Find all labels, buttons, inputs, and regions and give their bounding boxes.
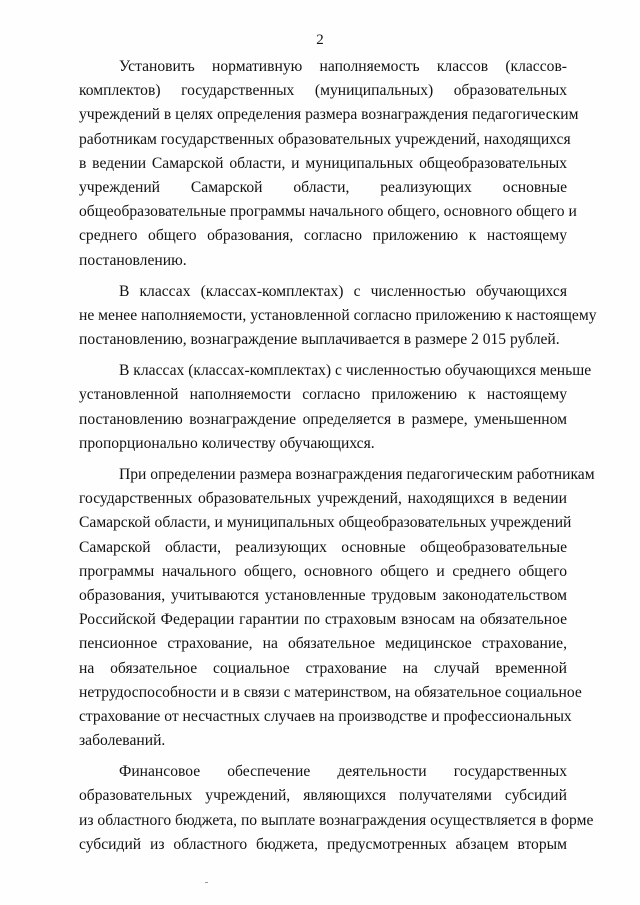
text-line: Финансовое обеспечение деятельности государственных — [119, 763, 567, 781]
text-line: Самарской области, и муниципальных общеобразовательных учреждений — [79, 514, 572, 532]
text-line: из областного бюджета, по выплате вознаграждения осуществляется в форме — [79, 811, 594, 829]
paragraph-gap — [79, 753, 567, 760]
text-line: программы начального общего, основного общего и среднего общего — [79, 562, 567, 580]
text-line: В классах (классах-комплектах) с численностью обучающихся — [119, 282, 567, 300]
text-line: Российской Федерации гарантии по страховым взносам на обязательное — [79, 611, 567, 629]
scan-mark — [205, 882, 208, 883]
text-line: Установить нормативную наполняемость классов (классов- — [119, 58, 567, 75]
text-line: При определении размера вознаграждения педагогическим работникам — [119, 466, 595, 483]
text-line: комплектов) государственных (муниципальных) образовательных — [79, 82, 567, 100]
text-line: В классах (классах-комплектах) с численностью обучающихся меньше — [119, 362, 592, 380]
text-line: работникам государственных образовательных учреждений, находящихся — [79, 130, 571, 148]
text-line: государственных образовательных учреждений, находящихся в ведении — [79, 490, 567, 508]
text-line: в ведении Самарской области, и муниципальных общеобразовательных — [79, 154, 567, 172]
text-line: образовательных учреждений, являющихся получателями субсидий — [79, 787, 567, 805]
text-line: Самарской области, реализующих основные общеобразовательные — [79, 538, 567, 556]
paragraph — [79, 463, 595, 753]
text-line: постановлению вознаграждение определяется в размере, уменьшенном — [79, 410, 567, 428]
text-line: образования, учитываются установленные трудовым законодательством — [79, 586, 567, 604]
paragraph — [79, 359, 592, 456]
page-number: 2 — [316, 32, 324, 48]
text-line: пенсионное страхование, на обязательное медицинское страхование, — [79, 635, 567, 653]
paragraph — [79, 760, 594, 857]
text-line: учреждений в целях определения размера вознаграждения педагогическим — [79, 106, 579, 124]
text-line: пропорционально количеству обучающихся. — [79, 434, 375, 452]
paragraph-gap — [79, 456, 567, 463]
text-line: не менее наполняемости, установленной согласно приложению к настоящему — [79, 306, 597, 324]
text-line: нетрудоспособности и в связи с материнством, на обязательное социальное — [79, 683, 582, 701]
paragraph-gap — [79, 352, 567, 359]
text-line: учреждений Самарской области, реализующих основные — [79, 178, 567, 196]
paragraph-gap — [79, 273, 567, 280]
document-body — [79, 55, 597, 857]
text-line: на обязательное социальное страхование на случай временной — [79, 659, 567, 677]
text-line: постановлению, вознаграждение выплачивается в размере 2 015 рублей. — [79, 331, 560, 349]
text-line: установленной наполняемости согласно приложению к настоящему — [79, 386, 567, 404]
paragraph — [79, 55, 579, 273]
text-line: среднего общего образования, согласно приложению к настоящему — [79, 227, 567, 245]
paragraph — [79, 280, 597, 353]
text-line: страхование от несчастных случаев на производстве и профессиональных — [79, 707, 572, 725]
text-line: общеобразовательные программы начального общего, основного общего и — [79, 203, 577, 221]
text-line: субсидий из областного бюджета, предусмотренных абзацем вторым — [79, 835, 567, 853]
text-line: постановлению. — [79, 251, 187, 269]
text-line: заболеваний. — [79, 732, 166, 750]
